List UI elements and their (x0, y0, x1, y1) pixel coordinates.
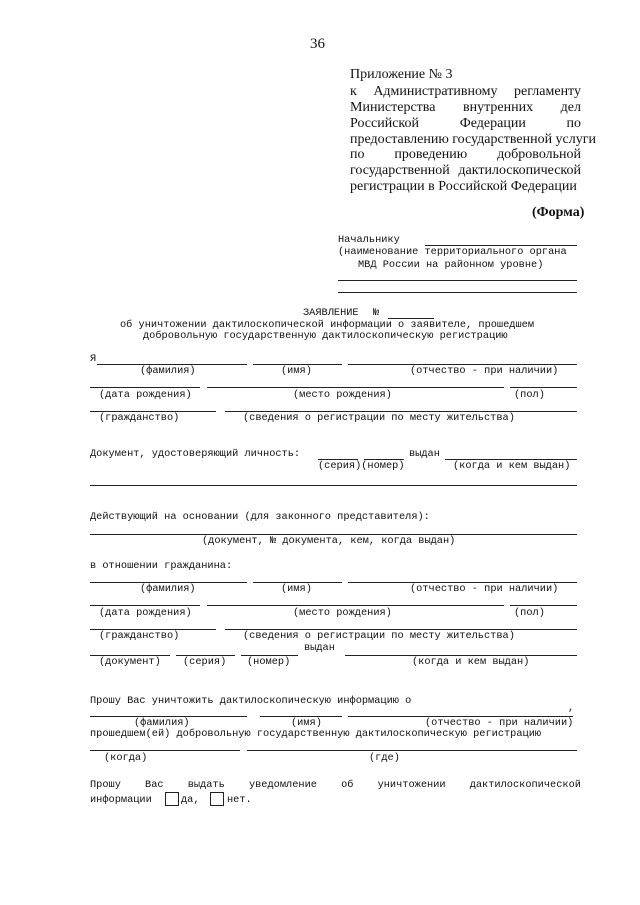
identity-document-label: Документ, удостоверяющий личность: (90, 448, 301, 460)
when-who-caption: (когда и кем выдан) (453, 460, 571, 472)
appendix-word: Министерства (350, 100, 436, 115)
issued-label: выдан (409, 448, 440, 460)
appendix-word: по (350, 147, 365, 162)
number-sign: № (373, 307, 380, 319)
request-name-caption: (имя) (291, 717, 322, 729)
citizen-registration-caption: (сведения о регистрации по месту жительства) (243, 630, 515, 642)
appendix-word: дактилоскопической (458, 163, 581, 178)
appendix-title: Приложение № 3 (350, 67, 453, 82)
request-patronymic-caption: (отчество - при наличии) (425, 717, 574, 729)
no-checkbox[interactable] (210, 792, 224, 806)
sex-caption: (пол) (514, 389, 545, 401)
citizen-name-caption: (имя) (281, 583, 312, 595)
addressee-hint-1: (наименование территориального органа (338, 246, 567, 258)
citizen-birth-place-line[interactable] (207, 605, 504, 606)
notification-word: Прошу (90, 779, 121, 791)
citizen-sex-line[interactable] (510, 605, 577, 606)
page-number: 36 (310, 36, 325, 52)
series-number-caption: (серия)(номер) (318, 460, 405, 472)
appendix-line-3 (350, 116, 581, 132)
appendix-word: проведению (394, 147, 468, 162)
name-caption: (имя) (281, 365, 312, 377)
citizen-birth-place-caption: (место рождения) (293, 607, 392, 619)
appendix-word: Федерации (459, 116, 526, 131)
citizen-document-caption: (документ) (99, 656, 161, 668)
request-when-caption: (когда) (104, 752, 148, 764)
heading-line-2: добровольную государственную дактилоскопическую регистрацию (143, 330, 508, 342)
request-passed-line: прошедшем(ей) добровольную государственную дактилоскопическую регистрацию (90, 728, 542, 740)
notification-word: об (341, 779, 354, 791)
appendix-line-7: регистрации в Российской Федерации (350, 179, 577, 194)
request-where-line[interactable] (247, 750, 577, 751)
citizen-patronymic-caption: (отчество - при наличии) (410, 583, 559, 595)
request-line-1: Прошу Вас уничтожить дактилоскопическую информацию о (90, 695, 412, 707)
appendix-word: Российской (350, 116, 419, 131)
citizen-number-caption: (номер) (247, 656, 291, 668)
yes-checkbox[interactable] (165, 792, 179, 806)
appendix-word: внутренних (463, 100, 534, 115)
birth-date-caption: (дата рождения) (99, 389, 192, 401)
addressee-hint-2: МВД России на районном уровне) (358, 259, 544, 271)
citizen-citizenship-caption: (гражданство) (99, 630, 180, 642)
request-comma: , (568, 702, 575, 714)
notification-word: выдать (187, 779, 225, 791)
notification-line (90, 780, 581, 791)
addressee-line-3[interactable] (338, 292, 577, 293)
citizen-series-caption: (серия) (183, 656, 227, 668)
addressee-label: Начальнику (338, 234, 400, 246)
addressee-line-2[interactable] (338, 280, 577, 281)
birth-place-caption: (место рождения) (293, 389, 392, 401)
request-surname-caption: (фамилия) (134, 717, 190, 729)
request-where-caption: (где) (369, 752, 400, 764)
info-label: информации (90, 794, 152, 806)
surname-caption: (фамилия) (140, 365, 196, 377)
citizen-surname-caption: (фамилия) (140, 583, 196, 595)
yes-label: да, (181, 794, 200, 806)
appendix-word: Административному (373, 84, 498, 99)
appendix-line-5 (350, 147, 581, 163)
notification-word: дактилоскопической (469, 779, 581, 791)
appendix-line-6 (350, 163, 581, 179)
appendix-line-1 (350, 84, 581, 100)
citizen-issued-label: выдан (304, 642, 335, 654)
issued-by-line-2[interactable] (90, 485, 577, 486)
appendix-word: регламенту (514, 84, 581, 99)
notification-word: уничтожении (377, 779, 446, 791)
appendix-word: по (566, 116, 581, 131)
birth-place-line[interactable] (207, 387, 504, 388)
appendix-word: к (350, 84, 357, 99)
appendix-word: государственной (350, 163, 450, 178)
notification-word: Вас (145, 779, 164, 791)
registration-caption: (сведения о регистрации по месту жительства) (243, 412, 515, 424)
appendix-word: добровольной (497, 147, 581, 162)
no-label: нет. (227, 794, 252, 806)
citizen-sex-caption: (пол) (514, 607, 545, 619)
citizenship-caption: (гражданство) (99, 412, 180, 424)
representative-caption: (документ, № документа, кем, когда выдан) (202, 535, 456, 547)
heading-line-1: об уничтожении дактилоскопической информации о заявителе, прошедшем (120, 319, 535, 331)
appendix-line-2 (350, 100, 581, 116)
representative-label: Действующий на основании (для законного представителя): (90, 511, 430, 523)
statement-title: ЗАЯВЛЕНИЕ (303, 307, 359, 319)
ya-label: Я (90, 353, 97, 365)
sex-line[interactable] (510, 387, 577, 388)
appendix-line-4: предоставлению государственной услуги (350, 132, 596, 147)
citizen-when-who-caption: (когда и кем выдан) (412, 656, 530, 668)
citizen-birth-date-line[interactable] (90, 605, 200, 606)
notification-word: уведомление (248, 779, 317, 791)
request-when-line[interactable] (90, 750, 240, 751)
patronymic-caption: (отчество - при наличии) (410, 365, 559, 377)
appendix-word: дел (560, 100, 581, 115)
birth-date-line[interactable] (90, 387, 200, 388)
form-label: (Форма) (532, 205, 585, 220)
citizen-label: в отношении гражданина: (90, 560, 233, 572)
citizen-birth-date-caption: (дата рождения) (99, 607, 192, 619)
